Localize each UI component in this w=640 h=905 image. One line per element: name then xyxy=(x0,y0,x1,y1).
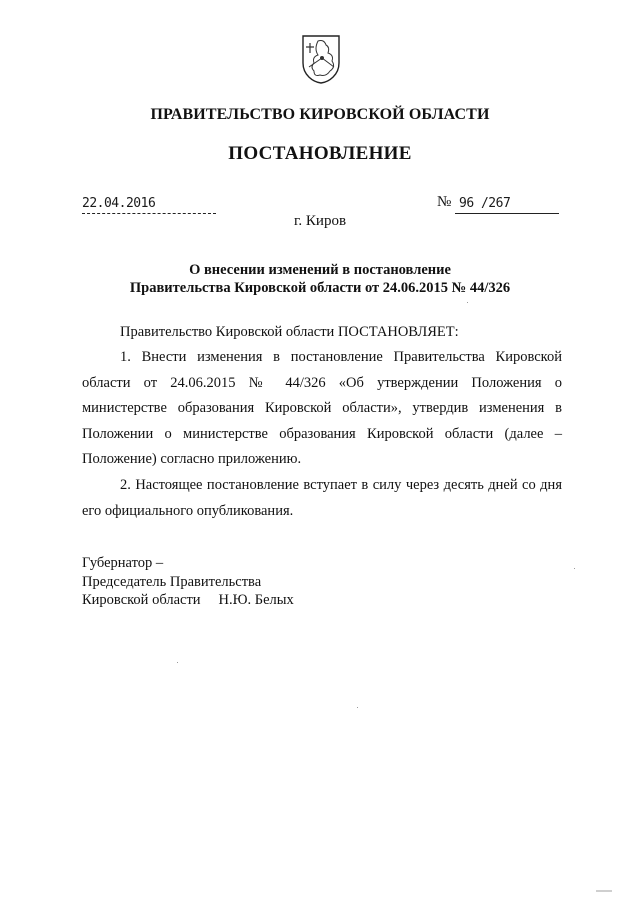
paragraph-1: 1. Внести изменения в постановление Правительства Кировской области от 24.06.2015 № 44/326 «Об утверждении Положения о министерстве образования Кировской области», утвердив изменения в Положении о министерстве образования Кировской области (далее – Положение) согласно приложению. xyxy=(82,349,562,467)
signature-line-2: Председатель Правительства xyxy=(82,573,262,590)
signature-line-3 xyxy=(82,591,294,610)
document-title xyxy=(0,261,640,297)
signature-region: Кировской области xyxy=(82,592,201,608)
scan-speck xyxy=(467,302,468,303)
scan-speck xyxy=(574,568,575,569)
document-number: 96 /267 xyxy=(459,196,511,211)
number-sign: № xyxy=(437,194,452,210)
scan-speck xyxy=(357,707,358,708)
document-type: ПОСТАНОВЛЕНИЕ xyxy=(228,143,412,164)
paragraph-2: 2. Настоящее постановление вступает в силу через десять дней со дня его официального опубликования. xyxy=(82,477,562,519)
signatory-name: Н.Ю. Белых xyxy=(218,592,294,608)
title-line-1: О внесении изменений в постановление xyxy=(189,262,451,278)
title-line-2: Правительства Кировской области от 24.06.2015 № 44/326 xyxy=(129,280,511,296)
date-field xyxy=(82,196,216,214)
organization-name: ПРАВИТЕЛЬСТВО КИРОВСКОЙ ОБЛАСТИ xyxy=(150,106,490,123)
coat-of-arms-icon xyxy=(300,33,342,85)
document-date: 22.04.2016 xyxy=(82,196,156,211)
scan-speck xyxy=(177,662,178,663)
intro-paragraph: Правительство Кировской области ПОСТАНОВЛЯЕТ: xyxy=(120,324,459,340)
number-field xyxy=(437,196,559,213)
signature-line-1: Губернатор – xyxy=(82,555,164,571)
scan-corner-mark xyxy=(596,890,612,892)
city: г. Киров xyxy=(293,213,347,229)
signature-block xyxy=(82,554,294,610)
number-line xyxy=(455,196,559,214)
